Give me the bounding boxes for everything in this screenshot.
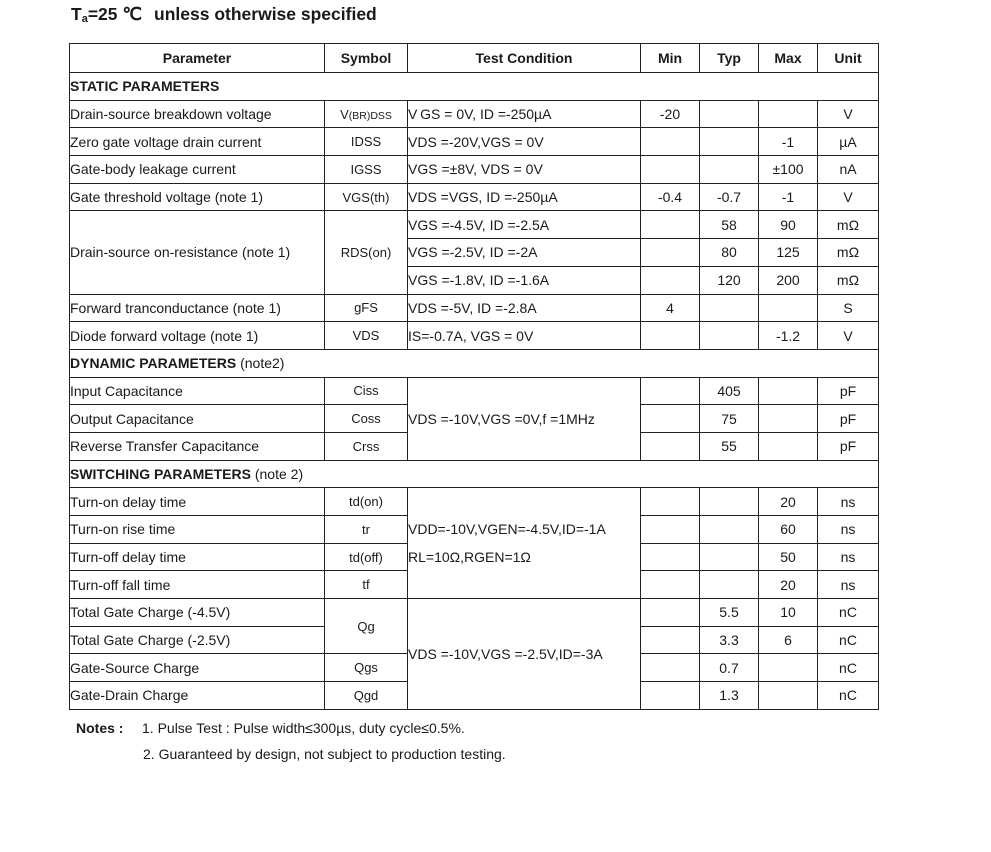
heading-text: unless otherwise specified — [154, 4, 377, 24]
typ-cell: 80 — [700, 239, 759, 267]
table-row — [70, 599, 879, 627]
ambient-temp: $T_a=25$ ℃ — [71, 4, 143, 25]
symbol-cell: Coss — [325, 405, 408, 433]
condition-cell: VGS =±8V, VDS = 0V — [408, 156, 641, 184]
max-cell — [759, 100, 818, 128]
typ-cell: 120 — [700, 266, 759, 294]
condition-cell: VGS =-1.8V, ID =-1.6A — [408, 266, 641, 294]
max-cell: -1 — [759, 128, 818, 156]
typ-cell — [700, 156, 759, 184]
table-row — [70, 322, 879, 350]
min-cell — [641, 488, 700, 516]
symbol-cell: tr — [325, 516, 408, 544]
symbol-cell: Qgs — [325, 654, 408, 682]
unit-cell: pF — [818, 405, 879, 433]
param-cell: Diode forward voltage (note 1) — [70, 322, 325, 350]
max-cell — [759, 682, 818, 710]
unit-cell: V — [818, 100, 879, 128]
symbol-cell: VGS(th) — [325, 183, 408, 211]
param-cell: Turn-on delay time — [70, 488, 325, 516]
table-row — [70, 211, 879, 239]
param-cell: Turn-off fall time — [70, 571, 325, 599]
param-cell: Gate-Drain Charge — [70, 682, 325, 710]
table-row — [70, 294, 879, 322]
typ-cell: 55 — [700, 432, 759, 460]
typ-cell: 0.7 — [700, 654, 759, 682]
unit-cell: mΩ — [818, 211, 879, 239]
col-min: Min — [641, 44, 700, 73]
param-cell: Input Capacitance — [70, 377, 325, 405]
min-cell — [641, 543, 700, 571]
param-cell: Drain-source on-resistance (note 1) — [70, 211, 325, 294]
condition-cell: VDS =-10V,VGS =0V,f =1MHz — [408, 377, 641, 460]
min-cell — [641, 239, 700, 267]
max-cell: 6 — [759, 626, 818, 654]
param-cell: Turn-off delay time — [70, 543, 325, 571]
symbol-cell: IGSS — [325, 156, 408, 184]
unit-cell: mΩ — [818, 239, 879, 267]
min-cell: -20 — [641, 100, 700, 128]
param-cell: Zero gate voltage drain current — [70, 128, 325, 156]
unit-cell: µA — [818, 128, 879, 156]
unit-cell: nC — [818, 626, 879, 654]
typ-cell — [700, 571, 759, 599]
col-typ: Typ — [700, 44, 759, 73]
min-cell — [641, 432, 700, 460]
symbol-cell: RDS(on) — [325, 211, 408, 294]
param-cell: Output Capacitance — [70, 405, 325, 433]
symbol-cell: Crss — [325, 432, 408, 460]
param-cell: Gate-Source Charge — [70, 654, 325, 682]
unit-cell: ns — [818, 543, 879, 571]
symbol-cell: td(on) — [325, 488, 408, 516]
table-row — [70, 488, 879, 516]
condition-cell: VDS =VGS, ID =-250µA — [408, 183, 641, 211]
unit-cell: pF — [818, 432, 879, 460]
typ-cell: 1.3 — [700, 682, 759, 710]
section-static: STATIC PARAMETERS — [70, 73, 879, 101]
condition-cell: VDS =-10V,VGS =-2.5V,ID=-3A — [408, 599, 641, 710]
unit-cell: ns — [818, 571, 879, 599]
symbol-cell: Ciss — [325, 377, 408, 405]
section-switching: SWITCHING PARAMETERS (note 2) — [70, 460, 879, 488]
max-cell — [759, 294, 818, 322]
notes-label: Notes : — [76, 720, 124, 736]
symbol-cell: Qgd — [325, 682, 408, 710]
condition-cell: IS=-0.7A, VGS = 0V — [408, 322, 641, 350]
section-dynamic: DYNAMIC PARAMETERS (note2) — [70, 349, 879, 377]
param-cell: Drain-source breakdown voltage — [70, 100, 325, 128]
header-row — [70, 44, 879, 73]
condition-cell: VGS =-4.5V, ID =-2.5A — [408, 211, 641, 239]
unit-cell: V — [818, 322, 879, 350]
typ-cell: -0.7 — [700, 183, 759, 211]
condition-cell: VDS =-5V, ID =-2.8A — [408, 294, 641, 322]
note-item: 1. Pulse Test : Pulse width≤300µs, duty cycle≤0.5%. — [142, 720, 465, 736]
max-cell — [759, 377, 818, 405]
unit-cell: nC — [818, 682, 879, 710]
max-cell: -1 — [759, 183, 818, 211]
notes — [76, 715, 506, 767]
unit-cell: pF — [818, 377, 879, 405]
max-cell: 20 — [759, 571, 818, 599]
min-cell — [641, 266, 700, 294]
unit-cell: ns — [818, 516, 879, 544]
page-heading — [71, 4, 377, 25]
typ-cell — [700, 516, 759, 544]
symbol-cell: IDSS — [325, 128, 408, 156]
unit-cell: nA — [818, 156, 879, 184]
max-cell: -1.2 — [759, 322, 818, 350]
max-cell: 125 — [759, 239, 818, 267]
min-cell: -0.4 — [641, 183, 700, 211]
unit-cell: mΩ — [818, 266, 879, 294]
param-cell: Gate-body leakage current — [70, 156, 325, 184]
min-cell — [641, 626, 700, 654]
max-cell: 10 — [759, 599, 818, 627]
param-cell: Total Gate Charge (-2.5V) — [70, 626, 325, 654]
symbol-cell: V(BR)DSS — [325, 100, 408, 128]
symbol-cell: tf — [325, 571, 408, 599]
min-cell — [641, 571, 700, 599]
col-unit: Unit — [818, 44, 879, 73]
col-max: Max — [759, 44, 818, 73]
min-cell — [641, 128, 700, 156]
symbol-cell: gFS — [325, 294, 408, 322]
max-cell — [759, 432, 818, 460]
table-row — [70, 100, 879, 128]
typ-cell: 75 — [700, 405, 759, 433]
param-cell: Total Gate Charge (-4.5V) — [70, 599, 325, 627]
min-cell — [641, 377, 700, 405]
param-cell: Forward tranconductance (note 1) — [70, 294, 325, 322]
max-cell — [759, 654, 818, 682]
max-cell: 90 — [759, 211, 818, 239]
symbol-cell: VDS — [325, 322, 408, 350]
col-symbol: Symbol — [325, 44, 408, 73]
typ-cell — [700, 322, 759, 350]
table-row — [70, 156, 879, 184]
section-row — [70, 349, 879, 377]
typ-cell: 3.3 — [700, 626, 759, 654]
min-cell — [641, 405, 700, 433]
col-parameter: Parameter — [70, 44, 325, 73]
typ-cell: 5.5 — [700, 599, 759, 627]
typ-cell — [700, 543, 759, 571]
min-cell — [641, 211, 700, 239]
param-cell: Turn-on rise time — [70, 516, 325, 544]
min-cell — [641, 682, 700, 710]
unit-cell: nC — [818, 654, 879, 682]
max-cell: 50 — [759, 543, 818, 571]
param-cell: Reverse Transfer Capacitance — [70, 432, 325, 460]
table-row — [70, 128, 879, 156]
min-cell — [641, 599, 700, 627]
typ-cell: 58 — [700, 211, 759, 239]
section-row — [70, 460, 879, 488]
unit-cell: ns — [818, 488, 879, 516]
col-test-condition: Test Condition — [408, 44, 641, 73]
table-row — [70, 183, 879, 211]
unit-cell: S — [818, 294, 879, 322]
min-cell — [641, 156, 700, 184]
condition-cell: VDD=-10V,VGEN=-4.5V,ID=-1A RL=10Ω,RGEN=1Ω — [408, 488, 641, 599]
unit-cell: V — [818, 183, 879, 211]
spec-table — [69, 43, 879, 710]
min-cell — [641, 516, 700, 544]
condition-cell: V GS = 0V, ID =-250µA — [408, 100, 641, 128]
typ-cell — [700, 294, 759, 322]
symbol-cell: Qg — [325, 599, 408, 654]
table-row — [70, 377, 879, 405]
max-cell: 60 — [759, 516, 818, 544]
condition-cell: VGS =-2.5V, ID =-2A — [408, 239, 641, 267]
min-cell: 4 — [641, 294, 700, 322]
min-cell — [641, 654, 700, 682]
typ-cell: 405 — [700, 377, 759, 405]
min-cell — [641, 322, 700, 350]
max-cell: ±100 — [759, 156, 818, 184]
param-cell: Gate threshold voltage (note 1) — [70, 183, 325, 211]
section-row — [70, 73, 879, 101]
max-cell — [759, 405, 818, 433]
typ-cell — [700, 100, 759, 128]
condition-cell: VDS =-20V,VGS = 0V — [408, 128, 641, 156]
typ-cell — [700, 128, 759, 156]
symbol-cell: td(off) — [325, 543, 408, 571]
typ-cell — [700, 488, 759, 516]
max-cell: 200 — [759, 266, 818, 294]
note-item: 2. Guaranteed by design, not subject to production testing. — [143, 746, 506, 762]
max-cell: 20 — [759, 488, 818, 516]
unit-cell: nC — [818, 599, 879, 627]
